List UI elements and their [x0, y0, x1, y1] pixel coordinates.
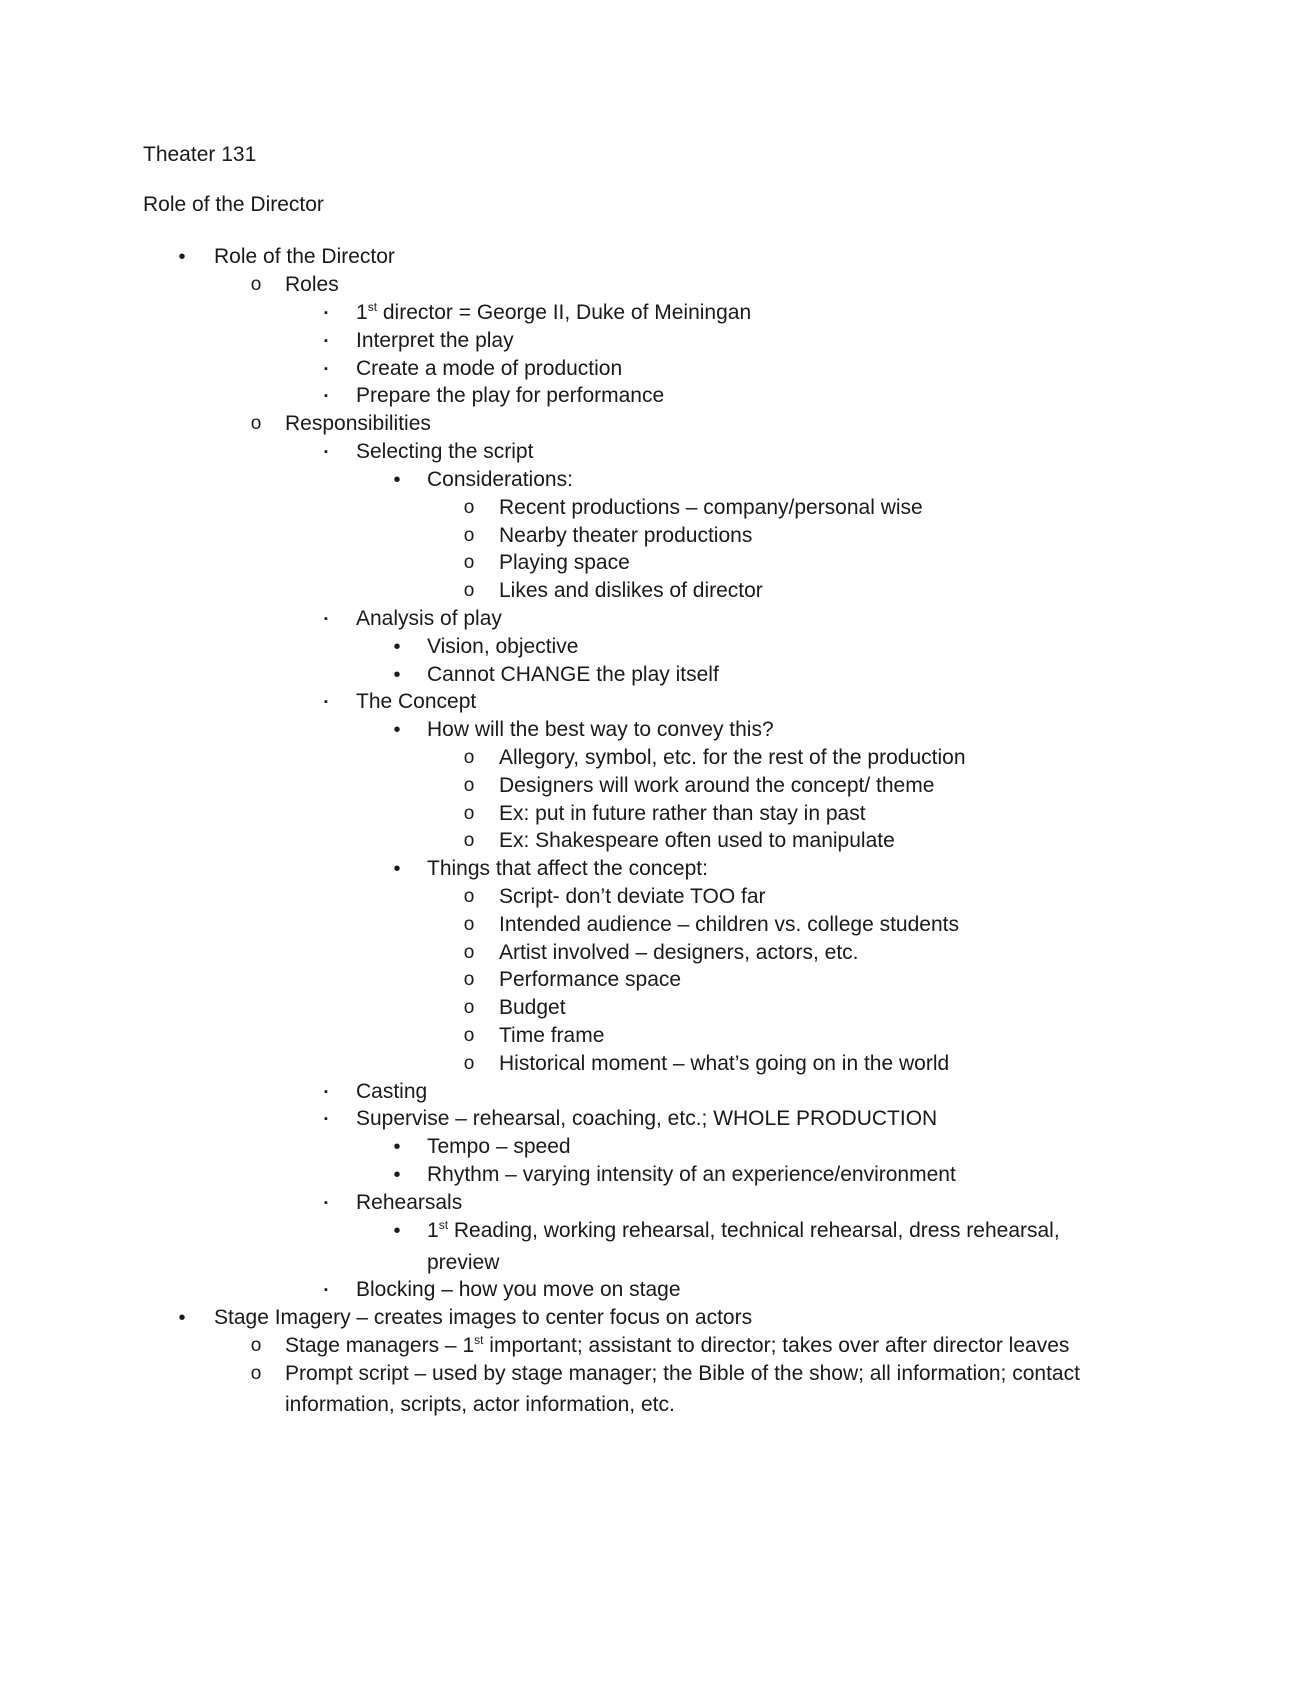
circle-bullet-icon: o [463, 775, 475, 796]
circle-bullet-icon: o [250, 274, 262, 295]
circle-bullet-icon: o [463, 1053, 475, 1074]
circle-bullet-icon: o [463, 747, 475, 768]
circle-bullet-icon: o [463, 552, 475, 573]
square-bullet-icon: ▪ [324, 390, 328, 402]
square-bullet-icon: ▪ [324, 363, 328, 375]
circle-bullet-icon: o [463, 497, 475, 518]
circle-bullet-icon: o [463, 803, 475, 824]
square-bullet-icon: ▪ [324, 1197, 328, 1209]
circle-bullet-icon: o [463, 1025, 475, 1046]
circle-bullet-icon: o [250, 1363, 262, 1384]
circle-bullet-icon: o [463, 886, 475, 907]
bullet-icon: • [393, 719, 401, 741]
square-bullet-icon: ▪ [324, 613, 328, 625]
square-bullet-icon: ▪ [324, 1113, 328, 1125]
square-bullet-icon: ▪ [324, 446, 328, 458]
square-bullet-icon: ▪ [324, 696, 328, 708]
circle-bullet-icon: o [463, 969, 475, 990]
bullet-icon: • [178, 1307, 186, 1329]
topic-title: Role of the Director [143, 193, 324, 216]
square-bullet-icon: ▪ [324, 335, 328, 347]
square-bullet-icon: ▪ [324, 307, 328, 319]
square-bullet-icon: ▪ [324, 1284, 328, 1296]
circle-bullet-icon: o [463, 525, 475, 546]
bullet-icon: • [178, 246, 186, 268]
circle-bullet-icon: o [463, 997, 475, 1018]
bullet-icon: • [393, 636, 401, 658]
bullet-icon: • [393, 469, 401, 491]
bullet-icon: • [393, 1220, 401, 1242]
bullet-icon: • [393, 664, 401, 686]
square-bullet-icon: ▪ [324, 1086, 328, 1098]
course-title: Theater 131 [143, 143, 257, 166]
circle-bullet-icon: o [463, 914, 475, 935]
bullet-icon: • [393, 1164, 401, 1186]
circle-bullet-icon: o [463, 580, 475, 601]
circle-bullet-icon: o [463, 830, 475, 851]
bullet-icon: • [393, 858, 401, 880]
bullet-icon: • [393, 1136, 401, 1158]
circle-bullet-icon: o [250, 413, 262, 434]
document-page: Theater 131 Role of the Director • Role of the Director o Roles ▪ 1st director = George II, Duke of Meiningan ▪ Interpret the play ▪ Create a mode of production ▪ Prepare the play for performance o Responsibilities ▪ Selecting the script • Considerations: o Recent productions – company/personal wise o Nearby theater productions o Playing space o Likes and dislikes of director ▪ Analysis of play • Vision, objective • Cannot CHANGE the play itself ▪ The Concept • How will the best way to convey this? o Allegory, symbol, etc. for the rest of the production o Designers will work around the concept/ theme o Ex: put in future rather than stay in past o Ex: Shakespeare often used to manipulate • Things that affect the concept: o Script- don’t deviate TOO far o Intended audience – children vs. college students o Artist involved – designers, actors, etc. o Performance space o Budget o Time frame o Historical moment – what’s going on in the world ▪ Casting ▪ Supervise – rehearsal, coaching, etc.; WHOLE PRODUCTION • Tempo – speed • Rhythm – varying intensity of an experience/environment ▪ Rehearsals • 1st Reading, working rehearsal, technical rehearsal, dress rehearsal, preview ▪ Blocking – how you move on stage • Stage Imagery – creates images to center focus on actors o Stage managers – 1st important; assistant to director; takes over after director leaves o Prompt script – used by stage manager; the Bible of the show; all information; contact information, scripts, actor information, etc. [0, 0, 1306, 1692]
circle-bullet-icon: o [250, 1335, 262, 1356]
circle-bullet-icon: o [463, 942, 475, 963]
